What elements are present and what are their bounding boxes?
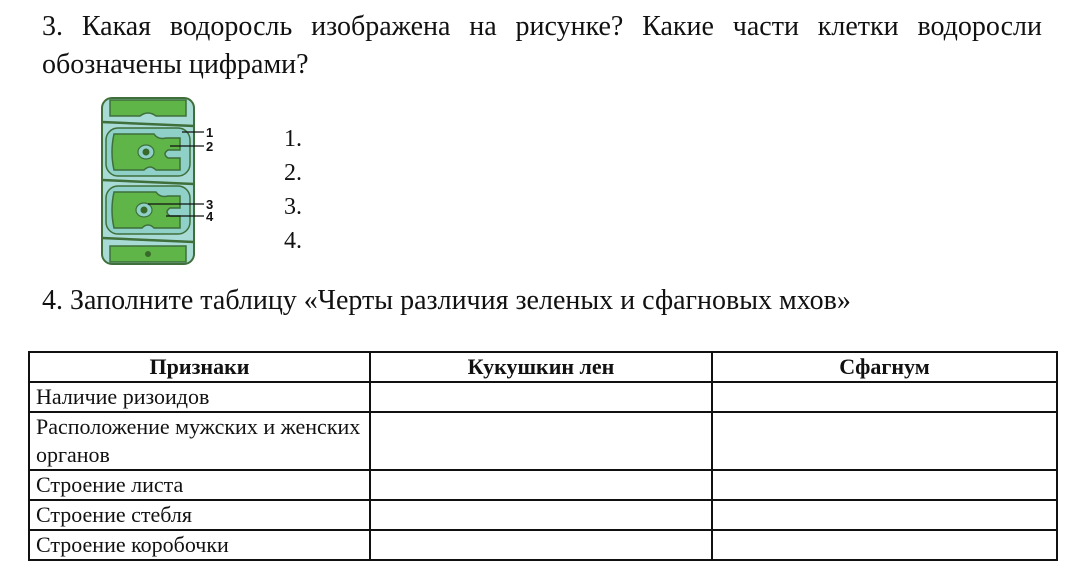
kukushkin-cell[interactable] xyxy=(370,500,712,530)
answer-list xyxy=(284,122,302,258)
table-header-row xyxy=(29,352,1057,382)
answer-item-3[interactable]: 3. xyxy=(284,194,302,220)
figure-label-2: 2 xyxy=(206,139,214,154)
kukushkin-cell[interactable] xyxy=(370,470,712,500)
table-row xyxy=(29,382,1057,412)
sphagnum-cell[interactable] xyxy=(712,412,1057,470)
nucleus-1 xyxy=(143,149,150,156)
table-row xyxy=(29,412,1057,470)
nucleus-3 xyxy=(145,251,151,257)
figure-label-3: 3 xyxy=(206,197,214,212)
answer-item-2[interactable]: 2. xyxy=(284,160,302,186)
sphagnum-cell[interactable] xyxy=(712,470,1057,500)
kukushkin-cell[interactable] xyxy=(370,382,712,412)
feature-cell: Строение стебля xyxy=(29,500,370,530)
sphagnum-cell[interactable] xyxy=(712,382,1057,412)
answer-item-1[interactable]: 1. xyxy=(284,126,302,152)
header-sphagnum: Сфагнум xyxy=(712,352,1057,382)
table-row xyxy=(29,530,1057,560)
figure-label-1: 1 xyxy=(206,125,214,140)
kukushkin-cell[interactable] xyxy=(370,530,712,560)
table-row xyxy=(29,500,1057,530)
question-3-text: 3. Какая водоросль изображена на рисунке? Какие части клетки водоросли обозначены цифрами? xyxy=(42,11,1042,80)
top-partial-chloroplast xyxy=(110,100,186,116)
kukushkin-cell[interactable] xyxy=(370,412,712,470)
header-kukushkin: Кукушкин лен xyxy=(370,352,712,382)
sphagnum-cell[interactable] xyxy=(712,500,1057,530)
answer-item-4[interactable]: 4. xyxy=(284,228,302,254)
feature-cell: Наличие ризоидов xyxy=(29,382,370,412)
table-row xyxy=(29,470,1057,500)
header-features: Признаки xyxy=(29,352,370,382)
alga-cell-illustration xyxy=(96,96,236,266)
nucleus-2 xyxy=(141,207,148,214)
features-table xyxy=(28,351,1058,561)
feature-cell: Строение коробочки xyxy=(29,530,370,560)
figure-label-4: 4 xyxy=(206,209,214,224)
feature-cell: Расположение мужских и женских органов xyxy=(29,412,370,470)
feature-cell: Строение листа xyxy=(29,470,370,500)
question-4-text: 4. Заполните таблицу «Черты различия зеленых и сфагновых мхов» xyxy=(42,285,851,316)
sphagnum-cell[interactable] xyxy=(712,530,1057,560)
spirogyra-figure xyxy=(96,96,236,266)
